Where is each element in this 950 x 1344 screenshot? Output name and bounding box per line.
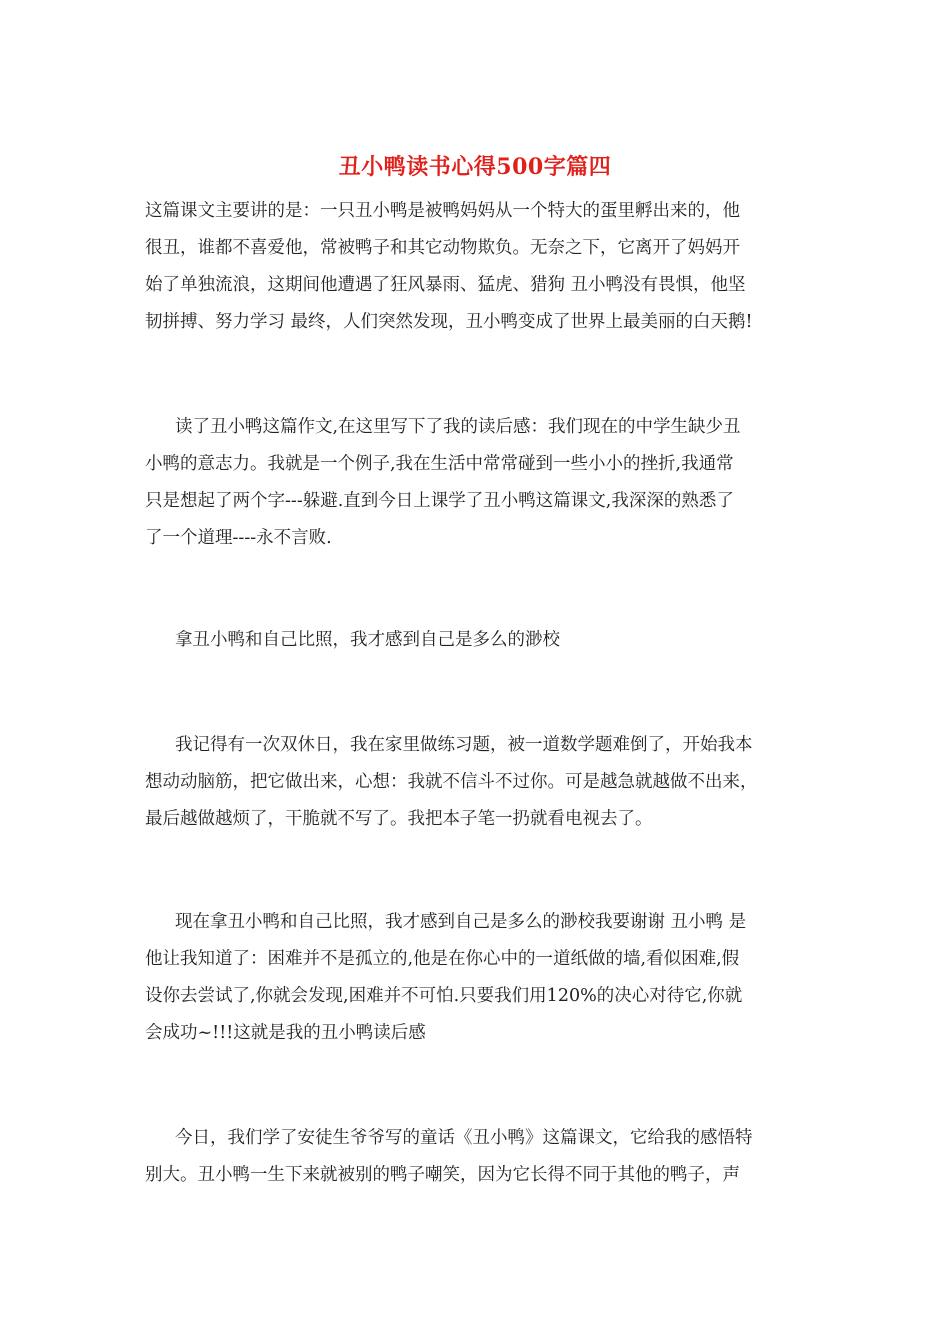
paragraph-6 [145,1120,817,1194]
paragraph-line: 现在拿丑小鸭和自己比照，我才感到自己是多么的渺校我要谢谢 丑小鸭 是 [175,912,747,932]
paragraph-line: 想动动脑筋，把它做出来，心想：我就不信斗不过你。可是越急就越做不出来， [145,772,758,792]
paragraph-line: 读了丑小鸭这篇作文,在这里写下了我的读后感：我们现在的中学生缺少丑 [175,417,741,437]
paragraph-line: 小鸭的意志力。我就是一个例子,我在生活中常常碰到一些小小的挫折,我通常 [145,454,734,474]
paragraph-line: 会成功~!!!这就是我的丑小鸭读后感 [145,1023,426,1043]
document-title: 丑小鸭读书心得500字篇四 [338,154,612,180]
paragraph-line: 拿丑小鸭和自己比照，我才感到自己是多么的渺校 [175,630,560,650]
paragraph-line: 今日，我们学了安徒生爷爷写的童话《丑小鸭》这篇课文，它给我的感悟特 [175,1128,753,1148]
paragraph-line: 我记得有一次双休日，我在家里做练习题，被一道数学题难倒了，开始我本 [175,735,753,755]
paragraph-1 [145,193,817,341]
paragraph-5 [145,904,817,1052]
paragraph-3 [145,622,817,659]
paragraph-line: 设你去尝试了,你就会发现,困难并不可怕.只要我们用120%的决心对待它,你就 [145,986,743,1006]
paragraph-line: 别大。丑小鸭一生下来就被别的鸭子嘲笑，因为它长得不同于其他的鸭子，声 [145,1165,740,1185]
paragraph-line: 最后越做越烦了，干脆就不写了。我把本子笔一扔就看电视去了。 [145,809,653,829]
paragraph-line: 只是想起了两个字---躲避.直到今日上课学了丑小鸭这篇课文,我深深的熟悉了 [145,491,734,511]
paragraph-line: 很丑，谁都不喜爱他，常被鸭子和其它动物欺负。无奈之下，它离开了妈妈开 [145,238,740,258]
paragraph-line: 始了单独流浪，这期间他遭遇了狂风暴雨、猛虎、猎狗 丑小鸭没有畏惧，他坚 [145,275,746,295]
paragraph-4 [145,727,817,838]
paragraph-2 [145,409,817,557]
paragraph-line: 了一个道理----永不言败. [145,528,332,548]
paragraph-line: 他让我知道了：困难并不是孤立的,他是在你心中的一道纸做的墙,看似困难,假 [145,949,740,969]
paragraph-line: 这篇课文主要讲的是：一只丑小鸭是被鸭妈妈从一个特大的蛋里孵出来的，他 [145,201,740,221]
paragraph-line: 韧拼搏、努力学习 最终，人们突然发现，丑小鸭变成了世界上最美丽的白天鹅! [145,312,753,332]
